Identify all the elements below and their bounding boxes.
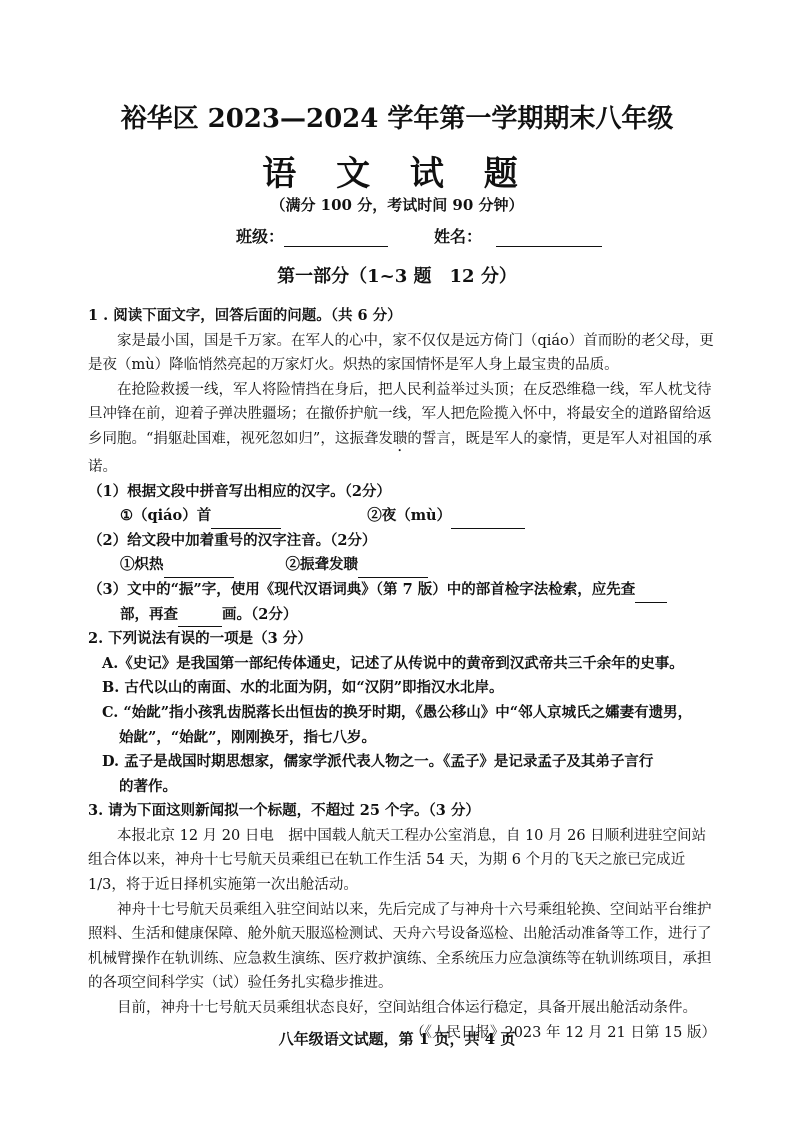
q1-sub3-text: （3）文中的“振”字，使用《现代汉语词典》（第 7 版）中的部首检字法检索，应先查	[88, 580, 636, 598]
question-body	[88, 304, 716, 1045]
class-blank[interactable]	[284, 230, 388, 247]
news-source: （《人民日报》2023 年 12 月 21 日第 15 版）	[410, 1024, 716, 1041]
q1-sub2-a-label: ①炽热	[120, 556, 164, 574]
q3-paragraph-2: 神舟十七号航天员乘组入驻空间站以来，先后完成了与神舟十六号乘组轮换、空间站平台维护照料、生活和健康保障、舱外航天服巡检测试、天舟六号设备巡检、出舱活动准备等工作，进行了机械臂操作在轨训练、应急救生演练、医疗救护演练、全系统压力应急演练等在轨训练项目，承担的各项空间科学实（试）验任务扎实稳步推进。	[88, 901, 712, 992]
q1-sub1-a-blank[interactable]	[211, 514, 281, 529]
q1-sub1-a-label: ①（qiáo）首	[120, 507, 212, 525]
exam-info: （满分 100 分，考试时间 90 分钟）	[270, 196, 524, 214]
q1-paragraph-2	[88, 378, 716, 480]
q2-option-a: A.《史记》是我国第一部纪传体通史，记述了从传说中的黄帝到汉武帝共三千余年的史事。	[102, 654, 684, 672]
q2-option-c: C. “始龀”指小孩乳齿脱落长出恒齿的换牙时期，《愚公移山》中“邻人京城氏之孀妻有遗男，	[102, 703, 693, 721]
class-label: 班级：	[236, 227, 285, 246]
q1-sub3-cont	[88, 603, 716, 628]
q2-stem: 2. 下列说法有误的一项是（3 分）	[88, 630, 312, 648]
q1-sub1: （1）根据文段中拼音写出相应的汉字。（2分）	[88, 482, 391, 500]
q1-sub1-b-label: ②夜（mù）	[367, 507, 452, 525]
section-title: 第一部分（1~3 题 12 分）	[277, 266, 517, 287]
name-label: 姓名：	[434, 227, 483, 246]
q2-option-d: D. 孟子是战国时期思想家，儒家学派代表人物之一。《孟子》是记录孟子及其弟子言行	[102, 753, 654, 771]
q1-sub2-b-label: ②振聋发聩	[285, 556, 358, 574]
q2-option-b: B. 古代以山的南面、水的北面为阴，如“汉阴”即指汉水北岸。	[102, 679, 504, 697]
q3-paragraph-1: 本报北京 12 月 20 日电 据中国载人航天工程办公室消息，自 10 月 26 日顺利进驻空间站组合体以来，神舟十七号航天员乘组已在轨工作生活 54 天，为期 6 个月的飞天之旅已完成近 1/3，将于近日择机实施第一次出舱活动。	[88, 827, 707, 894]
q2-option-c-cont: 始龀”，“始龀”，刚刚换牙，指七八岁。	[119, 728, 377, 746]
q1-sub2-a-blank[interactable]	[164, 563, 234, 578]
q1-paragraph-1: 家是最小国，国是千万家。在军人的心中，家不仅仅是远方倚门（qiáo）首而盼的老父母，更是夜（mù）降临悄然亮起的万家灯火。炽热的家国情怀是军人身上最宝贵的品质。	[88, 332, 714, 374]
q2-option-d-cont: 的著作。	[119, 777, 177, 795]
student-info-line	[236, 224, 602, 247]
q1-sub1-b-blank[interactable]	[451, 514, 525, 529]
q1-sub2: （2）给文段中加着重号的汉字注音。（2分）	[88, 531, 377, 549]
page-footer: 八年级语文试题，第 1 页，共 4 页	[278, 1030, 516, 1048]
q3-paragraph-3: 目前，神舟十七号航天员乘组状态良好，空间站组合体运行稳定，具备开展出舱活动条件。	[117, 1000, 697, 1017]
q1-sub3	[88, 578, 716, 603]
q1-sub3-post: 画。（2分）	[222, 605, 298, 623]
q3-stem: 3. 请为下面这则新闻拟一个标题，不超过 25 个字。（3 分）	[88, 802, 480, 820]
name-blank[interactable]	[496, 230, 602, 247]
subject-title: 语 文 试 题	[262, 154, 532, 194]
q1-sub3-radical-blank[interactable]	[635, 588, 667, 603]
q1-sub3-stroke-blank[interactable]	[178, 612, 222, 627]
q1-paragraph-2-text-a: 在抢险救援一线，军人将险情挡在身后，把人民利益举过头顶；在反恐维稳一线，军人枕戈待旦冲锋在前，迎着子弹决胜疆场；在撤侨护航一线，军人把危险揽入怀中，将最安全的道路留给返乡同胞。“捐躯赴国难，视死忽如归”，这振聋发	[88, 381, 712, 447]
q1-sub3-pre: 部，再查	[120, 605, 178, 623]
q1-sub1-answers	[88, 504, 716, 529]
q1-stem: 1 . 阅读下面文字，回答后面的问题。（共 6 分）	[88, 307, 402, 324]
q1-paragraph-2-text-b: 的誓言，既是军人的豪情，更是军人对祖国的承诺。	[88, 430, 712, 475]
exam-title: 裕华区 2023—2024 学年第一学期期末八年级	[120, 104, 674, 134]
q1-sub2-answers	[88, 553, 716, 578]
emphasis-char: 聩	[392, 430, 408, 447]
q1-sub2-b-blank[interactable]	[358, 563, 428, 578]
